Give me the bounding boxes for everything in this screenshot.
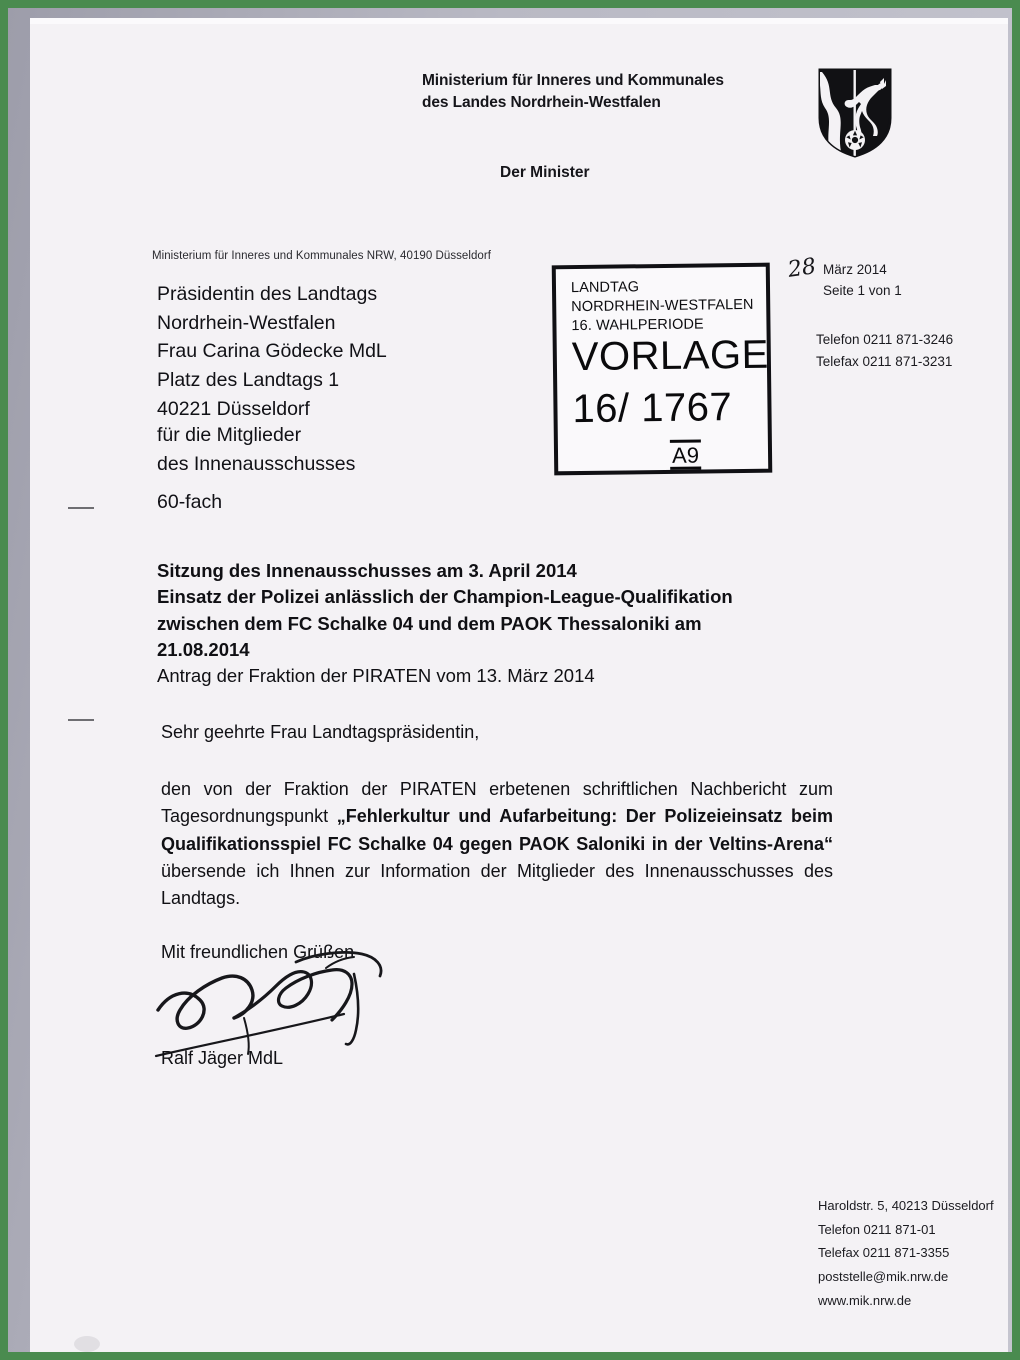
recipient-line: 40221 Düsseldorf	[157, 397, 310, 420]
closing-line: Mit freundlichen Grüßen	[161, 942, 355, 962]
margin-fold-mark-upper	[68, 507, 94, 509]
attention-line: für die Mitglieder	[157, 424, 302, 446]
landtag-vorlage-stamp	[552, 263, 773, 476]
header-telephone: Telefon 0211 871-3246	[816, 332, 954, 347]
body-paragraph	[161, 776, 833, 913]
footer-website: www.mik.nrw.de	[818, 1292, 912, 1308]
letter-date: März 2014	[823, 262, 887, 277]
return-address-line: Ministerium für Inneres und Kommunales NRW, 40190 Düsseldorf	[152, 250, 491, 262]
document-page	[30, 18, 1008, 1352]
body-text-part-2: übersende ich Ihnen zur Information der Mitglieder des Innenausschusses des Landtags.	[161, 861, 833, 909]
nrw-coat-of-arms-icon	[816, 66, 894, 160]
letterhead-line-1: Ministerium für Inneres und Kommunales	[422, 72, 724, 89]
recipient-line: Frau Carina Gödecke MdL	[157, 340, 387, 363]
body-quoted-title: „Fehlerkultur und Aufarbeitung: Der Polizeieinsatz beim Qualifikationsspiel FC Schalke 04 gegen PAOK Saloniki in der Veltins-Arena“	[161, 806, 834, 854]
letterhead-line-2: des Landes Nordrhein-Westfalen	[422, 94, 661, 112]
footer-telefax: Telefax 0211 871-3355	[818, 1245, 950, 1261]
stamp-doctype: VORLAGE	[571, 332, 770, 380]
scan-smudge-artifact	[74, 1336, 100, 1352]
salutation: Sehr geehrte Frau Landtagspräsidentin,	[161, 722, 480, 742]
stamp-number: 16/ 1767	[572, 385, 733, 432]
stamp-line-state: NORDRHEIN-WESTFALEN	[571, 296, 754, 316]
page-count: Seite 1 von 1	[823, 283, 902, 298]
letterhead-role: Der Minister	[500, 164, 590, 181]
footer-address: Haroldstr. 5, 40213 Düsseldorf	[818, 1198, 994, 1213]
subject-line: 21.08.2014	[157, 638, 250, 660]
subject-line: Sitzung des Innenausschusses am 3. April 2014	[157, 560, 577, 581]
body-text-part-1: den von der Fraktion der PIRATEN erbetenen schriftlichen Nachbericht zum Tagesordnungspunkt	[161, 779, 833, 827]
subject-block	[157, 558, 857, 689]
subject-line: Einsatz der Polizei anlässlich der Champion-League-Qualifikation	[157, 586, 733, 608]
footer-telephone: Telefon 0211 871-01	[818, 1221, 936, 1237]
footer-email: poststelle@mik.nrw.de	[818, 1268, 949, 1284]
copies-count: 60-fach	[157, 491, 223, 513]
letterhead	[422, 70, 782, 115]
recipient-line: Präsidentin des Landtags	[157, 283, 378, 305]
handwritten-signature	[148, 948, 428, 1058]
footer-contact	[818, 1194, 994, 1312]
recipient-address	[157, 280, 387, 423]
recipient-line: Platz des Landtags 1	[157, 368, 340, 391]
header-telefax: Telefax 0211 871-3231	[816, 354, 953, 369]
handwritten-day-number: 28	[786, 254, 818, 283]
subject-reference: Antrag der Fraktion der PIRATEN vom 13. März 2014	[157, 665, 595, 687]
stamp-code: A9	[670, 440, 701, 470]
margin-fold-mark-lower	[68, 719, 94, 721]
recipient-line: Nordrhein-Westfalen	[157, 311, 336, 334]
subject-line: zwischen dem FC Schalke 04 und dem PAOK Thessaloniki am	[157, 612, 702, 634]
attention-line: des Innenausschusses	[157, 452, 356, 475]
signer-name: Ralf Jäger MdL	[161, 1048, 284, 1068]
stamp-line-period: 16. WAHLPERIODE	[571, 316, 704, 335]
recipient-attention	[157, 421, 355, 478]
stamp-line-landtag: LANDTAG	[570, 279, 640, 297]
